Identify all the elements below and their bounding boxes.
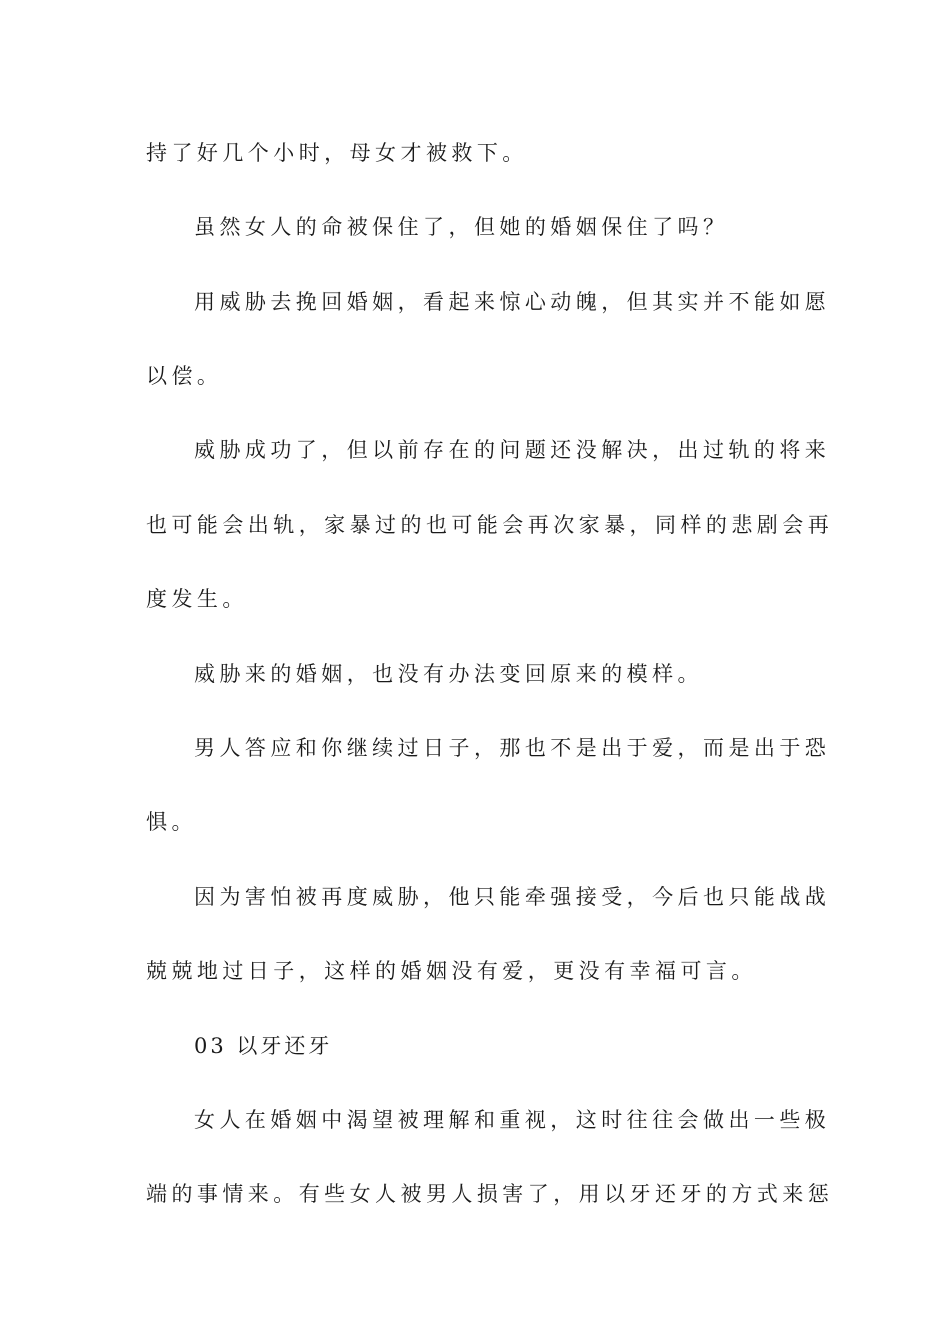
section-heading: 03 以牙还牙	[194, 1034, 333, 1058]
paragraph-line: 也可能会出轨，家暴过的也可能会再次家暴，同样的悲剧会再	[146, 513, 834, 537]
paragraph-line: 用威胁去挽回婚姻，看起来惊心动魄，但其实并不能如愿	[194, 290, 831, 314]
paragraph-line: 持了好几个小时，母女才被救下。	[146, 141, 528, 165]
paragraph-line: 以偿。	[146, 364, 223, 388]
paragraph-line: 兢兢地过日子，这样的婚姻没有爱，更没有幸福可言。	[146, 959, 757, 983]
paragraph-line: 端的事情来。有些女人被男人损害了，用以牙还牙的方式来惩	[146, 1182, 834, 1206]
paragraph-line: 惧。	[146, 810, 197, 834]
paragraph-line: 男人答应和你继续过日子，那也不是出于爱，而是出于恐	[194, 736, 831, 760]
paragraph-line: 女人在婚姻中渴望被理解和重视，这时往往会做出一些极	[194, 1108, 831, 1132]
paragraph-line: 威胁来的婚姻，也没有办法变回原来的模样。	[194, 662, 703, 686]
paragraph-line: 虽然女人的命被保住了，但她的婚姻保住了吗？	[194, 215, 729, 239]
paragraph-line: 度发生。	[146, 587, 248, 611]
paragraph-line: 因为害怕被再度威胁，他只能牵强接受，今后也只能战战	[194, 885, 831, 909]
paragraph-line: 威胁成功了，但以前存在的问题还没解决，出过轨的将来	[194, 438, 831, 462]
